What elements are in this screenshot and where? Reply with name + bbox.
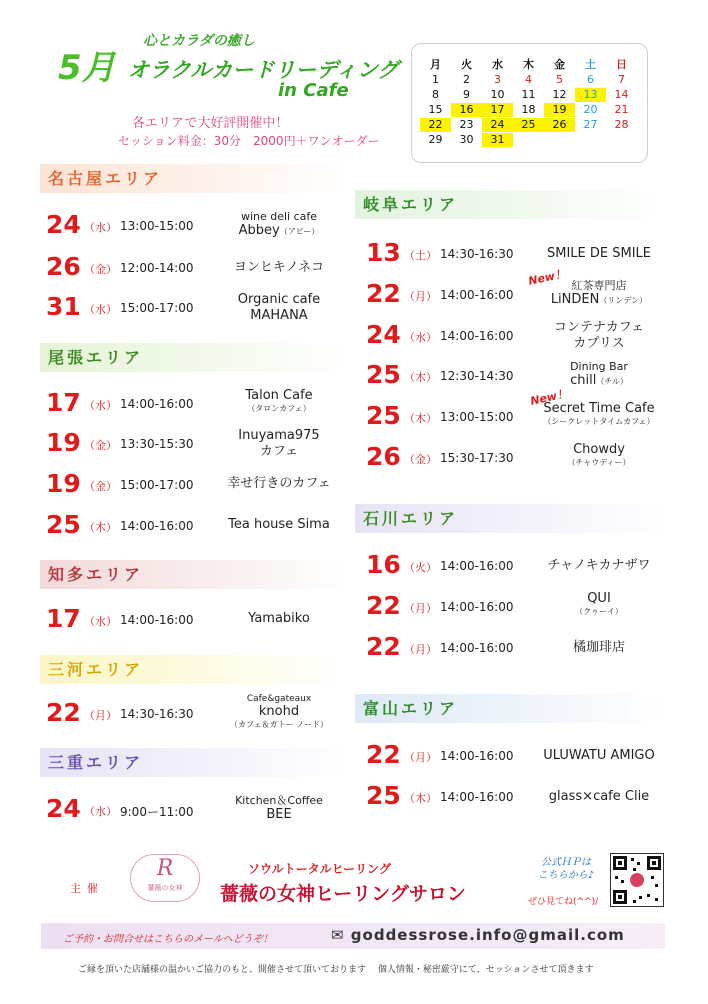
new-badge: New！	[529, 387, 569, 408]
homepage-line-2: こちらから♪	[537, 870, 595, 881]
event-venue	[524, 789, 674, 805]
event-venue	[524, 442, 674, 468]
event-weekday: （金）	[84, 439, 117, 452]
event-row	[366, 781, 666, 817]
event-row	[46, 794, 346, 830]
calendar-day-event: 31	[482, 133, 513, 147]
event-day: 24	[46, 210, 81, 239]
venue-name-line	[524, 373, 674, 390]
calendar-day-event: 13	[575, 88, 606, 102]
venue-name: chill	[570, 373, 597, 388]
event-row	[46, 292, 346, 328]
area-header-nagoya	[40, 164, 350, 193]
homepage-link[interactable]	[530, 856, 602, 882]
event-day: 22	[366, 632, 401, 661]
main-title: オラクルカードリーディング	[128, 58, 399, 82]
calendar-weekday: 金	[554, 58, 565, 71]
event-weekday: （水）	[84, 615, 117, 628]
calendar-week	[420, 88, 639, 103]
area-title: 石川エリア	[363, 509, 459, 528]
event-weekday: （木）	[404, 412, 437, 425]
event-time: 15:00-17:00	[120, 478, 194, 492]
event-time: 14:00-16:00	[120, 397, 194, 411]
event-row	[46, 604, 346, 640]
venue-kana: （アビー）	[279, 227, 320, 236]
event-venue	[524, 401, 674, 427]
event-venue	[204, 611, 354, 627]
calendar-day: 29	[428, 133, 443, 146]
event-weekday: （水）	[404, 331, 437, 344]
calendar-day: 30	[459, 133, 474, 146]
event-time: 14:30-16:30	[440, 247, 514, 261]
host-label: 主催	[70, 882, 104, 895]
calendar-day-event: 19	[544, 103, 575, 117]
calendar-day: 5	[556, 73, 563, 86]
calendar-day-event: 16	[451, 103, 482, 117]
event-row	[46, 694, 346, 734]
area-header-owari	[40, 343, 350, 372]
intro-line-1: 各エリアで大好評開催中！	[132, 116, 289, 131]
event-row	[366, 550, 666, 586]
event-weekday: （水）	[84, 221, 117, 234]
calendar-week	[420, 103, 639, 118]
venue-name: Secret Time Cafe	[543, 401, 655, 416]
event-time: 14:00-16:00	[440, 329, 514, 343]
event-weekday: （金）	[84, 263, 117, 276]
event-time: 15:00-17:00	[120, 301, 194, 315]
event-time: 9:00ー11:00	[120, 805, 194, 819]
calendar-day: 3	[494, 73, 501, 86]
qr-code-icon[interactable]	[610, 853, 664, 907]
calendar-day-event: 17	[482, 103, 513, 117]
organizer-name: 薔薇の女神ヒーリングサロン	[220, 883, 466, 905]
event-time: 13:30-15:30	[120, 437, 194, 451]
event-day: 22	[366, 740, 401, 769]
calendar-day-event: 24	[482, 118, 513, 132]
event-day: 19	[46, 469, 81, 498]
area-header-gifu	[355, 190, 667, 219]
venue-kana: （カフェ＆ガトー ノード）	[230, 720, 328, 729]
calendar-day: 7	[618, 73, 625, 86]
venue-subtitle: Kitchen＆Coffee	[235, 794, 323, 807]
calendar-weekday: 木	[523, 58, 534, 71]
event-row	[366, 267, 666, 315]
area-title: 三重エリア	[48, 753, 144, 772]
venue-kana: （シークレットタイムカフェ）	[543, 417, 655, 426]
event-time: 14:00-16:00	[440, 288, 514, 302]
calendar-day: 6	[587, 73, 594, 86]
event-weekday: （木）	[404, 792, 437, 805]
event-day: 31	[46, 292, 81, 321]
venue-name: Talon Cafe	[245, 388, 313, 403]
venue-name: SMILE DE SMILE	[546, 246, 651, 261]
calendar-week	[420, 118, 639, 133]
event-venue	[524, 246, 674, 262]
calendar-day: 2	[463, 73, 470, 86]
event-venue	[524, 748, 674, 764]
event-venue	[204, 210, 354, 240]
calendar-day: 23	[459, 118, 474, 131]
intro-line-2: セッション料金：30分 2000円＋ワンオーダー	[118, 134, 380, 148]
event-time: 14:00-16:00	[440, 749, 514, 763]
homepage-note: ぜひ見てね(^^)/	[528, 897, 599, 907]
calendar-day: 28	[614, 118, 629, 131]
event-row	[46, 210, 346, 246]
venue-name: BEE	[266, 807, 292, 822]
venue-name: glass×cafe Clie	[548, 789, 650, 804]
venue-name: Organic cafe	[237, 292, 321, 307]
event-venue	[524, 640, 674, 656]
event-day: 26	[46, 252, 81, 281]
event-time: 14:30-16:30	[120, 707, 194, 721]
calendar-weekday: 日	[616, 58, 627, 71]
event-venue	[204, 388, 354, 414]
venue-name: 幸せ行きのカフェ	[227, 476, 331, 491]
event-time: 14:00-16:00	[440, 600, 514, 614]
event-row	[366, 442, 666, 478]
event-weekday: （金）	[404, 453, 437, 466]
event-row	[366, 387, 666, 437]
area-title: 名古屋エリア	[48, 169, 163, 188]
footer-note: ご縁を頂いた店舗様の温かいご協力のもと、開催させて頂いております 個人情報・秘密厳守にて、セッションさせて頂きます	[78, 965, 594, 975]
event-weekday: （水）	[84, 399, 117, 412]
event-venue	[524, 360, 674, 390]
event-venue	[204, 476, 354, 492]
event-row	[46, 428, 346, 464]
event-row	[46, 388, 346, 424]
venue-kana: （チル）	[596, 377, 628, 386]
in-cafe-title: in Cafe	[278, 80, 349, 101]
event-day: 19	[46, 428, 81, 457]
new-badge: New！	[527, 267, 567, 288]
venue-name-line	[524, 292, 674, 309]
venue-kana: （チャウディー）	[567, 458, 631, 467]
subtitle: 心とカラダの癒し	[143, 33, 255, 49]
venue-kana: （タロンカフェ）	[247, 404, 311, 413]
rose-logo-icon: R	[156, 856, 174, 881]
area-header-ishikawa	[355, 504, 667, 533]
venue-name: Yamabiko	[248, 611, 310, 626]
event-time: 14:00-16:00	[440, 790, 514, 804]
month-title: 5月	[58, 48, 116, 88]
event-day: 25	[366, 360, 401, 389]
calendar-week	[420, 73, 639, 88]
event-time: 14:00-16:00	[120, 519, 194, 533]
venue-name: knohd	[258, 704, 300, 719]
event-row	[46, 510, 346, 546]
event-weekday: （火）	[404, 561, 437, 574]
event-day: 17	[46, 604, 81, 633]
event-day: 26	[366, 442, 401, 471]
event-venue	[204, 794, 354, 823]
calendar-day: 12	[552, 88, 567, 101]
event-weekday: （金）	[84, 480, 117, 493]
organizer-subtitle: ソウルトータルヒーリング	[248, 862, 391, 876]
calendar-day: 1	[432, 73, 439, 86]
calendar-weekday: 土	[585, 58, 596, 71]
event-venue	[204, 694, 354, 730]
event-day: 17	[46, 388, 81, 417]
event-time: 13:00-15:00	[440, 410, 514, 424]
event-weekday: （月）	[84, 709, 117, 722]
venue-name: ヨンヒキノネコ	[233, 260, 325, 275]
event-day: 13	[366, 238, 401, 267]
event-weekday: （月）	[404, 602, 437, 615]
venue-subtitle: Cafe&gateaux	[246, 694, 312, 704]
calendar-day: 15	[428, 103, 443, 116]
calendar-day-event: 26	[544, 118, 575, 132]
event-venue	[524, 279, 674, 309]
event-day: 24	[46, 794, 81, 823]
event-venue	[524, 320, 674, 352]
event-day: 25	[366, 781, 401, 810]
venue-name-2: カプリス	[573, 336, 625, 351]
event-day: 24	[366, 320, 401, 349]
event-time: 12:00-14:00	[120, 261, 194, 275]
event-time: 14:00-16:00	[120, 613, 194, 627]
event-day: 25	[46, 510, 81, 539]
event-weekday: （木）	[404, 371, 437, 384]
calendar	[411, 43, 648, 163]
event-row	[366, 320, 666, 356]
event-row	[366, 238, 666, 274]
event-venue	[204, 260, 354, 276]
contact-note: ご予約・お問合せはこちらのメールへどうぞ！	[63, 934, 273, 945]
area-title: 富山エリア	[363, 699, 459, 718]
event-time: 14:00-16:00	[440, 641, 514, 655]
calendar-weekday: 月	[430, 58, 441, 71]
calendar-day: 9	[463, 88, 470, 101]
venue-name-2: カフェ	[259, 444, 299, 459]
logo-caption: 薔薇の女神	[147, 884, 183, 892]
venue-name: QUI	[587, 591, 611, 606]
calendar-day: 18	[521, 103, 536, 116]
event-row	[46, 252, 346, 288]
event-venue	[524, 558, 674, 574]
calendar-day: 8	[432, 88, 439, 101]
event-venue	[524, 591, 674, 617]
calendar-weekday: 火	[461, 58, 472, 71]
venue-name: Abbey	[238, 223, 280, 238]
event-day: 22	[366, 279, 401, 308]
event-weekday: （土）	[404, 249, 437, 262]
venue-name: Chowdy	[573, 442, 625, 457]
calendar-day: 27	[583, 118, 598, 131]
area-header-mikawa	[40, 655, 350, 684]
event-day: 16	[366, 550, 401, 579]
event-venue	[204, 517, 354, 533]
event-time: 14:00-16:00	[440, 559, 514, 573]
area-title: 岐阜エリア	[363, 195, 459, 214]
calendar-week	[420, 133, 639, 148]
venue-name-2: MAHANA	[250, 308, 308, 323]
event-day: 22	[366, 591, 401, 620]
homepage-line-1: 公式ＨＰは	[541, 857, 591, 868]
calendar-weekday: 水	[492, 58, 503, 71]
event-venue	[204, 428, 354, 460]
area-title: 尾張エリア	[48, 348, 144, 367]
area-title: 知多エリア	[48, 565, 144, 584]
venue-name-line	[204, 223, 354, 240]
area-title: 三河エリア	[48, 660, 144, 679]
venue-kana: （リンデン）	[599, 296, 648, 305]
venue-name: Tea house Sima	[228, 517, 330, 532]
area-header-toyama	[355, 694, 667, 723]
event-weekday: （月）	[404, 751, 437, 764]
event-row	[46, 469, 346, 505]
calendar-day: 4	[525, 73, 532, 86]
venue-name: LiNDEN	[550, 292, 600, 307]
calendar-day-event: 22	[420, 118, 451, 132]
rose-logo	[130, 854, 200, 902]
venue-name: チャノキカナザワ	[547, 558, 651, 573]
venue-name: Inuyama975	[238, 428, 320, 443]
event-weekday: （月）	[404, 290, 437, 303]
venue-subtitle: 紅茶専門店	[571, 279, 627, 292]
calendar-day: 20	[583, 103, 598, 116]
venue-name: コンテナカフェ	[553, 320, 645, 335]
calendar-day: 21	[614, 103, 629, 116]
event-time: 13:00-15:00	[120, 219, 194, 233]
venue-subtitle: wine deli cafe	[240, 210, 318, 223]
qr-code-graphic	[611, 854, 663, 906]
event-weekday: （月）	[404, 643, 437, 656]
event-time: 12:30-14:30	[440, 369, 514, 383]
venue-subtitle: Dining Bar	[570, 360, 628, 373]
calendar-day: 11	[521, 88, 536, 101]
event-row	[366, 632, 666, 668]
event-weekday: （水）	[84, 303, 117, 316]
event-time: 15:30-17:30	[440, 451, 514, 465]
event-venue	[204, 292, 354, 324]
email-address-link[interactable]: ✉ goddessrose.info@gmail.com	[331, 926, 625, 944]
calendar-weekday-row	[420, 58, 639, 73]
event-weekday: （水）	[84, 805, 117, 818]
calendar-day: 14	[614, 88, 629, 101]
calendar-day: 10	[490, 88, 505, 101]
area-header-chita	[40, 560, 350, 589]
venue-name: 橘珈琲店	[572, 640, 625, 655]
event-row	[366, 591, 666, 627]
event-row	[366, 740, 666, 776]
event-row	[366, 360, 666, 396]
contact-bar	[41, 923, 665, 949]
calendar-day-event: 25	[513, 118, 544, 132]
event-day: 22	[46, 698, 81, 727]
area-header-mie	[40, 748, 350, 777]
event-weekday: （木）	[84, 521, 117, 534]
venue-kana: （クゥーイ）	[575, 607, 623, 616]
venue-name: ULUWATU AMIGO	[543, 748, 655, 763]
event-day: 25	[366, 401, 401, 430]
